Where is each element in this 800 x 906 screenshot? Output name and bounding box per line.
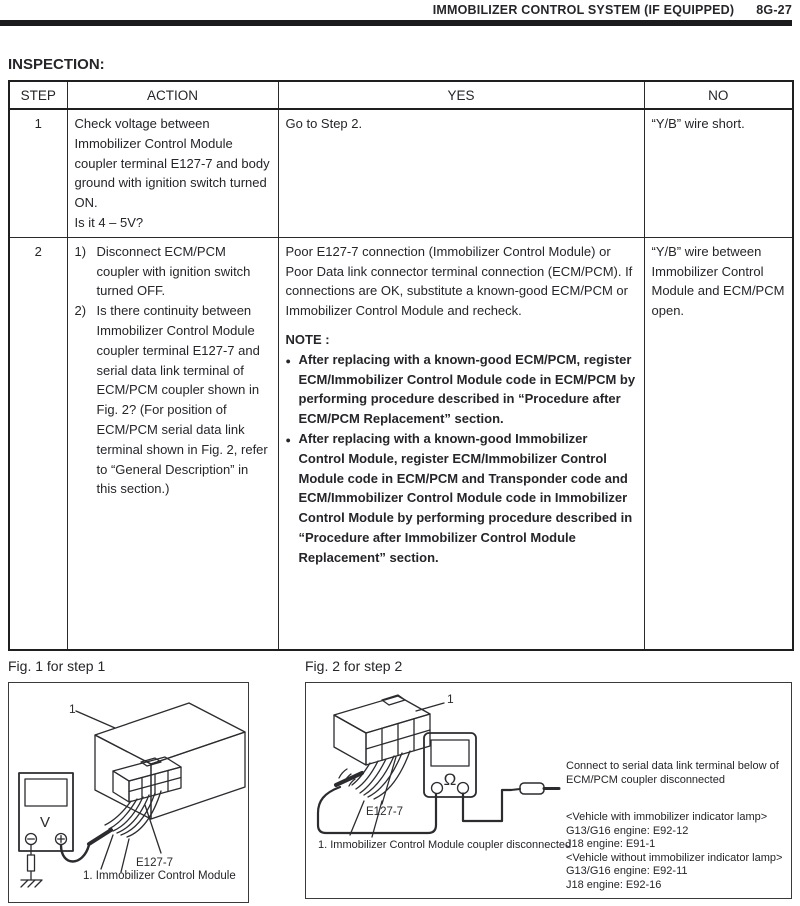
step1-action-cell (67, 109, 278, 237)
vehicle-note-line: G13/G16 engine: E92-11 (566, 865, 688, 877)
list-marker: 2) (74, 303, 87, 319)
step2-action-cell (67, 237, 278, 650)
list-marker: 1) (74, 243, 87, 259)
step1-no-text: “Y/B” wire short. (651, 116, 745, 131)
header-page-code: 8G-27 (756, 3, 792, 17)
note-item-2: ● After replacing with a known-good Immobilizer Control Module, register ECM/Immobilizer Control Module code in ECM/PCM and Transponder code and ECM/Immobilizer Control Module code in Immobilizer Control Module by performing procedure described in “Procedure after Immobilizer Control Module Replacement” section. (286, 429, 637, 568)
figure-2 (305, 682, 792, 899)
page-header (0, 3, 792, 17)
step2-no-text: “Y/B” wire between Immobilizer Control Module and ECM/PCM open. (651, 243, 785, 319)
section-title: INSPECTION: (8, 56, 105, 73)
step1-number: 1 (9, 109, 67, 237)
col-header-no: NO (644, 81, 793, 109)
header-title: IMMOBILIZER CONTROL SYSTEM (IF EQUIPPED) (432, 3, 735, 17)
step1-action-question: Is it 4 – 5V? (74, 214, 144, 230)
fig2-legend: 1. Immobilizer Control Module coupler disconnected (318, 839, 572, 851)
voltmeter-symbol: V (39, 814, 51, 831)
vehicle-note-line: G13/G16 engine: E92-12 (566, 824, 689, 837)
fig2-title: Fig. 2 for step 2 (305, 658, 403, 674)
vehicle-note-line: <Vehicle with immobilizer indicator lamp> (566, 811, 768, 823)
note-item-1: ● After replacing with a known-good ECM/PCM, register ECM/Immobilizer Control Module code in ECM/PCM by performing procedure described in “Procedure after ECM/PCM Replacement” section. (286, 350, 637, 429)
col-header-step: STEP (9, 81, 67, 109)
fig1-callout-1: 1 (69, 702, 76, 716)
figure-1 (8, 682, 249, 903)
step1-no-cell (644, 109, 793, 237)
step2-yes-cell (278, 237, 644, 650)
fig2-vehicle-notes (566, 811, 792, 892)
note-label: NOTE : (285, 331, 330, 347)
fig2-callout-1: 1 (447, 692, 454, 706)
col-header-yes: YES (278, 81, 644, 109)
step2-action-item-1: 1) Disconnect ECM/PCM coupler with ignition switch turned OFF. (75, 242, 271, 301)
step1-yes-cell (278, 109, 644, 237)
vehicle-note-line: J18 engine: E91-1 (566, 838, 656, 850)
fig1-legend: 1. Immobilizer Control Module (83, 870, 236, 882)
step2-number: 2 (9, 237, 67, 650)
step2-yes-text: Poor E127-7 connection (Immobilizer Control Module) or Poor Data link connector terminal connection (ECM/PCM). If connections are OK, substitute a known-good ECM/PCM or Immobilizer Control Module and recheck. (285, 243, 633, 319)
bullet-icon (286, 350, 299, 429)
step1-yes-text: Go to Step 2. (285, 116, 363, 131)
vehicle-note-line: J18 engine: E92-16 (566, 878, 662, 891)
bullet-icon (286, 429, 299, 568)
col-header-action: ACTION (67, 81, 278, 109)
fig2-connect-note: Connect to serial data link terminal below of ECM/PCM coupler disconnected (566, 760, 779, 786)
fig2-terminal-label: E127-7 (366, 806, 404, 818)
vehicle-note-line: <Vehicle without immobilizer indicator lamp> (566, 851, 783, 864)
fig1-terminal-label: E127-7 (136, 857, 174, 869)
fig1-title: Fig. 1 for step 1 (8, 658, 106, 674)
table-header-row (9, 81, 793, 109)
fig1-drawing (9, 683, 247, 893)
ohmmeter-symbol: Ω (443, 770, 457, 789)
table-row-step2 (9, 237, 793, 650)
step1-action-text: Check voltage between Immobilizer Control Module coupler terminal E127-7 and body ground with ignition switch turned ON. (74, 116, 270, 211)
inspection-table (8, 80, 794, 651)
header-rule (0, 20, 792, 26)
fig2-drawing (306, 683, 564, 896)
table-row-step1 (9, 109, 793, 237)
step2-no-cell (644, 237, 793, 650)
step2-action-item-2: 2) Is there continuity between Immobilizer Control Module coupler terminal E127-7 and serial data link terminal of ECM/PCM coupler shown in Fig. 2? (For position of ECM/PCM serial data link terminal shown in Fig. 2, refer to “General Description” in this section.) (75, 301, 271, 499)
